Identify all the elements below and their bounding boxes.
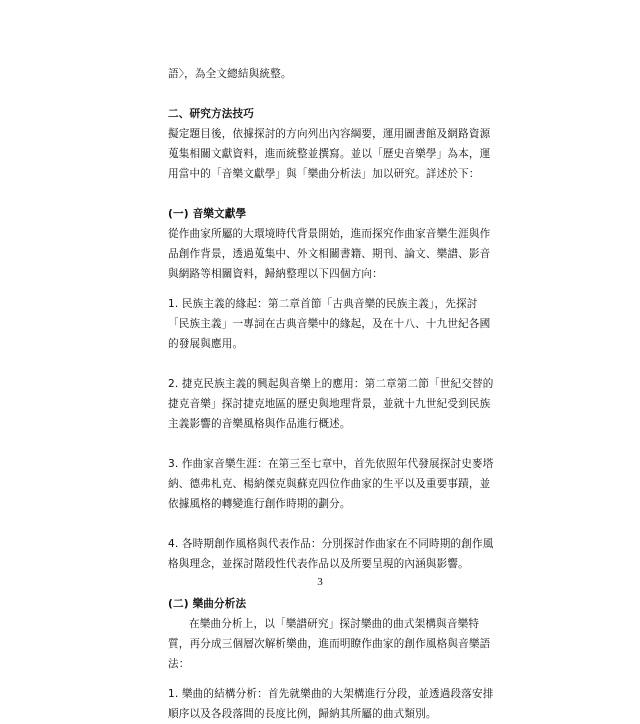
section-2-paragraph: 擬定題目後，依據探討的方向列出內容綱要，運用圖書館及網路資源蒐集相關文獻資料，進而統整並撰寫。並以「歷史音樂學」為本，運用當中的「音樂文獻學」與「樂曲分析法」加以研究。詳述於下：: [168, 128, 491, 180]
spacer: [168, 434, 494, 454]
subsection-1-paragraph: 從作曲家所屬的大環境時代背景開始，進而探究作曲家音樂生涯與作品創作背景，透過蒐集中、外文相關書籍、期刊、論文、樂譜、影音與網路等相關資料，歸納整理以下四個方向：: [168, 228, 491, 280]
subsection-1-heading: (一) 音樂文獻學: [168, 208, 247, 220]
subsection-2-paragraph: 在樂曲分析上，以「樂譜研究」探討樂曲的曲式架構與音樂特質，再分成三個層次解析樂曲，進而明瞭作曲家的創作風格與音樂語法：: [168, 618, 491, 670]
spacer: [168, 84, 494, 104]
list-item-1: 1. 民族主義的緣起：第二章首節「古典音樂的民族主義」，先探討「民族主義」一專詞在古典音樂中的緣起，及在十八、十九世紀各國的發展與應用。: [168, 298, 491, 350]
page-content: [168, 64, 494, 724]
page-number: 3: [317, 576, 323, 588]
analysis-item-1: 1. 樂曲的結構分析：首先就樂曲的大架構進行分段，並透過段落安排順序以及各段落間的長度比例，歸納其所屬的曲式類別。: [168, 688, 494, 720]
intro-tail-text: 語〉，為全文總結與統整。: [168, 68, 292, 80]
list-item-3: 3. 作曲家音樂生涯：在第三至七章中，首先依照年代發展探討史麥塔納、德弗札克、楊納傑克與蘇克四位作曲家的生平以及重要事蹟，並依據風格的轉變進行創作時期的劃分。: [168, 458, 494, 510]
list-item-4: 4. 各時期創作風格與代表作品：分別探討作曲家在不同時期的創作風格與理念，並探討階段性代表作品以及所要呈現的內涵與影響。: [168, 538, 494, 570]
spacer: [168, 184, 494, 204]
spacer: [168, 674, 494, 684]
spacer: [168, 514, 494, 534]
spacer: [168, 284, 494, 294]
subsection-2-heading: (二) 樂曲分析法: [168, 598, 247, 610]
section-2-heading: 二、研究方法技巧: [168, 108, 254, 120]
list-item-2: 2. 捷克民族主義的興起與音樂上的應用：第二章第二節「世紀交替的捷克音樂」探討捷克地區的歷史與地理背景，並就十九世紀受到民族主義影響的音樂風格與作品進行概述。: [168, 378, 494, 430]
spacer: [168, 354, 494, 374]
